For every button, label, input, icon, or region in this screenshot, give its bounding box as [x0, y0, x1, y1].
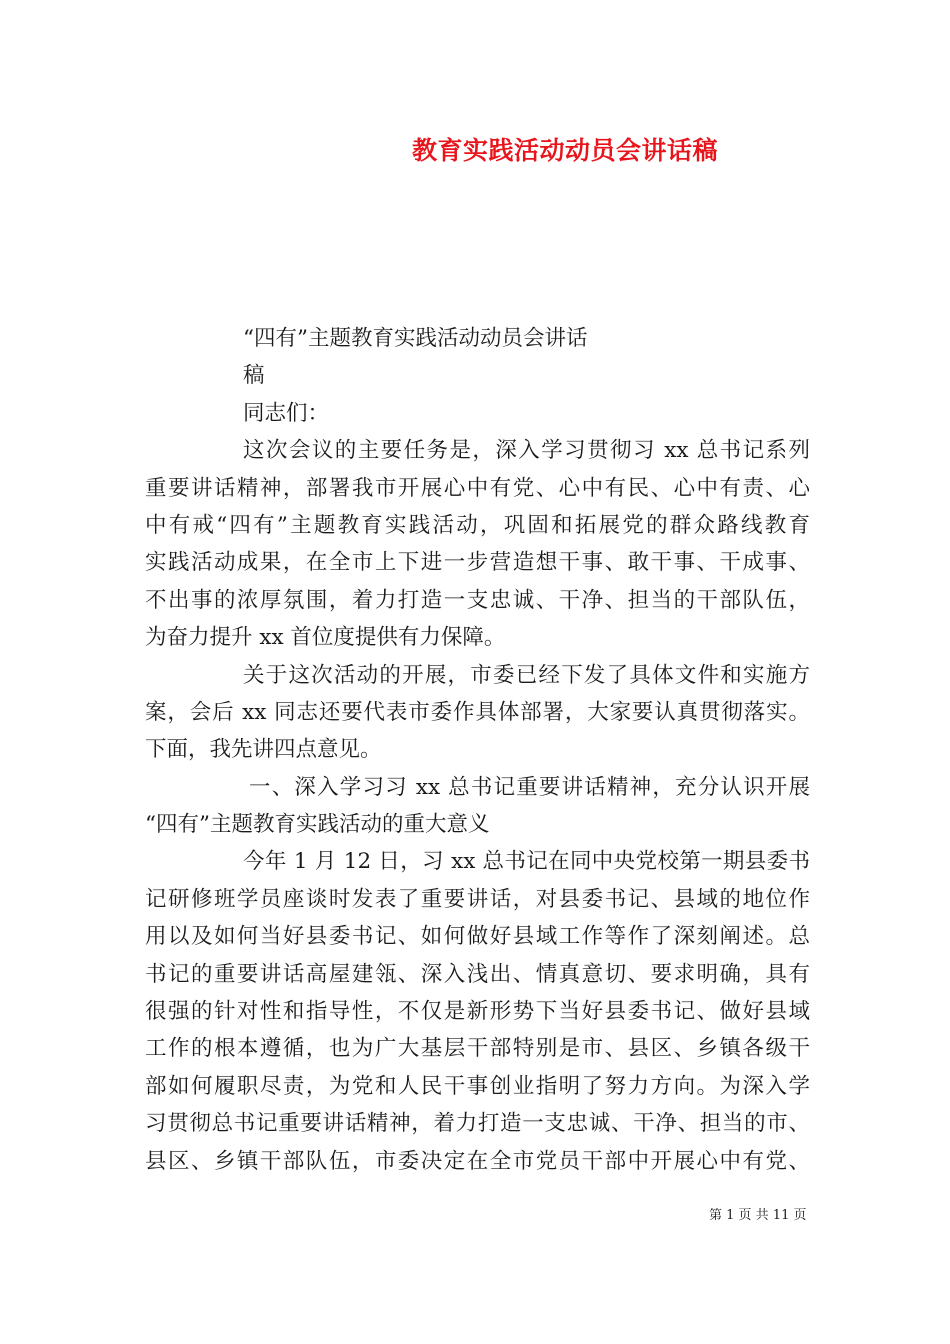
paragraph-line: 为奋力提升 xx 首位度提供有力保障。	[145, 625, 506, 651]
paragraph-line: 部如何履职尽责，为党和人民干事创业指明了努力方向。为深入学	[145, 1073, 810, 1099]
document-title: 教育实践活动动员会讲话稿	[412, 136, 719, 165]
section-heading-line: 一、深入学习习 xx 总书记重要讲话精神，充分认识开展	[249, 774, 810, 800]
paragraph-line: 中有戒“四有”主题教育实践活动，巩固和拓展党的群众路线教育	[145, 512, 810, 538]
paragraph-line: 案，会后 xx 同志还要代表市委作具体部署，大家要认真贯彻落实。	[145, 699, 810, 725]
paragraph-line: 很强的针对性和指导性，不仅是新形势下当好县委书记、做好县域	[145, 999, 810, 1025]
paragraph-line: 重要讲话精神，部署我市开展心中有党、心中有民、心中有责、心	[145, 475, 810, 501]
paragraph-line: 关于这次活动的开展，市委已经下发了具体文件和实施方	[243, 662, 810, 688]
paragraph-line: 这次会议的主要任务是，深入学习贯彻习 xx 总书记系列	[243, 438, 810, 464]
page-footer: 第 1 页 共 11 页	[709, 1208, 807, 1223]
paragraph-line: 实践活动成果，在全市上下进一步营造想干事、敢干事、干成事、	[145, 550, 810, 576]
paragraph-line: 记研修班学员座谈时发表了重要讲话，对县委书记、县域的地位作	[145, 886, 810, 912]
paragraph-line: 今年 1 月 12 日，习 xx 总书记在同中央党校第一期县委书	[243, 849, 810, 875]
salutation: 同志们：	[243, 400, 330, 426]
paragraph-line: 用以及如何当好县委书记、如何做好县域工作等作了深刻阐述。总	[145, 924, 810, 950]
paragraph-line: 下面，我先讲四点意见。	[145, 737, 382, 763]
paragraph-line: 书记的重要讲话高屋建瓴、深入浅出、情真意切、要求明确，具有	[145, 961, 810, 987]
paragraph-line: 习贯彻总书记重要讲话精神，着力打造一支忠诚、干净、担当的市、	[145, 1111, 810, 1137]
paragraph-line: 工作的根本遵循，也为广大基层干部特别是市、县区、乡镇各级干	[145, 1036, 810, 1062]
paragraph-line: 不出事的浓厚氛围，着力打造一支忠诚、干净、担当的干部队伍，	[145, 587, 810, 613]
subtitle-line: “四有”主题教育实践活动动员会讲话	[243, 326, 588, 351]
subtitle-line: 稿	[243, 363, 265, 389]
paragraph-line: 县区、乡镇干部队伍，市委决定在全市党员干部中开展心中有党、	[145, 1148, 810, 1174]
document-body	[145, 320, 810, 1180]
section-heading-line: “四有”主题教育实践活动的重大意义	[145, 812, 490, 838]
